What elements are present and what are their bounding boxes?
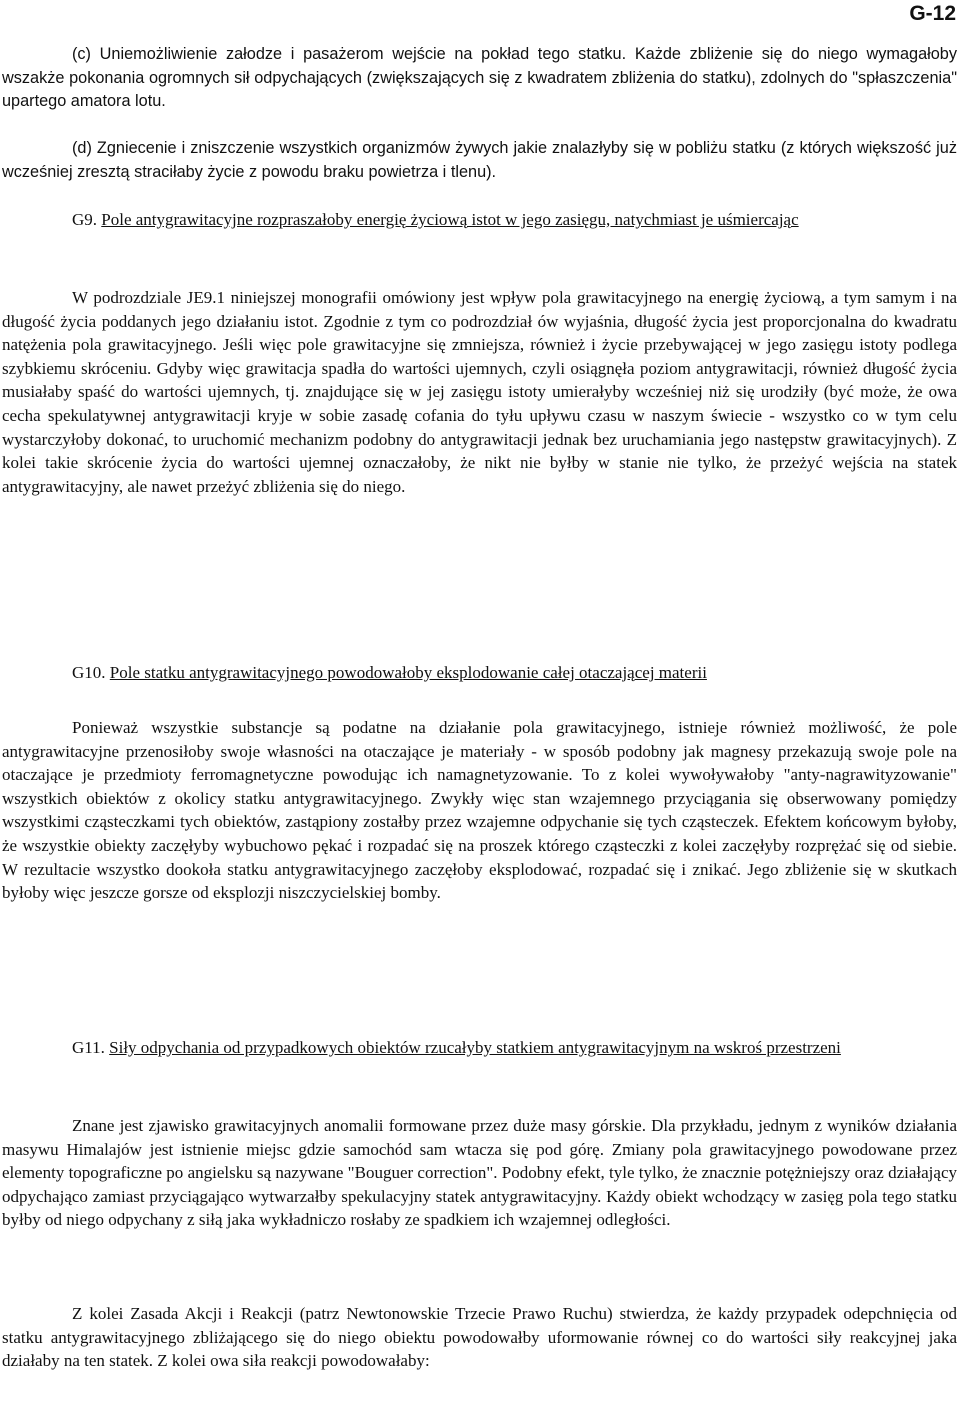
section-number-g11: G11. — [72, 1038, 105, 1057]
paragraph-item-c: (c) Uniemożliwienie załodze i pasażerom wejście na pokład tego statku. Każde zbliżenie się do niego wymagałoby wszakże pokonania ogromnych sił odpychających (zwiększających się z kwadratem zbliżenia do statku), zdolnych do "spłaszczenia" upartego amatora lotu. — [2, 45, 957, 111]
section-heading-g10 — [2, 661, 957, 685]
paragraph-item-d: (d) Zgniecenie i zniszczenie wszystkich organizmów żywych jakie znalazłyby się w pobliżu statku (z których większość już wcześniej zresztą straciłaby życie z powodu braku powietrza i tlenu). — [2, 139, 957, 181]
paragraph-g11-body-1: Znane jest zjawisko grawitacyjnych anomalii formowane przez duże masy górskie. Dla przykładu, jednym z wyników działania masywu Himalajów jest istnienie miejsc gdzie samochód sam wtacza się pod górę. Zmiany pola grawitacyjnego powodowane przez elementy topograficzne po angielsku są nazywane "Bouguer correction". Podobny efekt, tyle tylko, że znacznie potężniejszy oraz działający odpychająco zamiast przyciągająco wytwarzałby spekulacyjny statek antygrawitacyjny. Każdy obiekt wchodzący w zasięg pola tego statku byłby od niego odpychany z siłą jaka wykładniczo rosłaby ze spadkiem ich wzajemnej odległości. — [2, 1116, 957, 1230]
section-number-g10: G10. — [72, 663, 106, 682]
section-title-g10: Pole statku antygrawitacyjnego powodowałoby eksplodowanie całej otaczającej materii — [109, 663, 707, 682]
section-title-g11: Siły odpychania od przypadkowych obiektów rzucałyby statkiem antygrawitacyjnym na wskroś przestrzeni — [109, 1038, 841, 1057]
page-number-label: G-12 — [909, 2, 956, 25]
paragraph-g9-body: W podrozdziale JE9.1 niniejszej monografii omówiony jest wpływ pola grawitacyjnego na energię życiową, a tym samym i na długość życia poddanych jego działaniu istot. Zgodnie z tym co podrozdział ów wyjaśnia, długość życia jest proporcjonalna do kwadratu natężenia pola grawitacyjnego. Jeśli więc pole grawitacyjne się zmniejsza, również i życie przebywającej w jego zasięgu istoty podlega szybkiemu skróceniu. Gdyby więc grawitacja spadła do wartości ujemnych, czyli osiągnęła poziom antygrawitacji, również długość życia musiałaby spaść do wartości ujemnych, tj. znajdujące się w jej zasięgu istoty umierałyby wcześniej niż się urodziły (być może, że owa cecha spekulatywnej antygrawitacji kryje w sobie zasadę cofania do tyłu upływu czasu w naszym świecie - wszystko co w tym celu wystarczyłoby dokonać, to uruchomić mechanizm podobny do antygrawitacji jednak bez uruchamiania jego następstw grawitacyjnych). Z kolei takie skrócenie życia do wartości ujemnej oznaczałoby, że nikt nie byłby w stanie nie tylko, że przeżyć wejścia na statek antygrawitacyjny, ale nawet przeżyć zbliżenia się do niego. — [2, 288, 957, 496]
paragraph-g11-body-2: Z kolei Zasada Akcji i Reakcji (patrz Newtonowskie Trzecie Prawo Ruchu) stwierdza, że każdy przypadek odepchnięcia od statku antygrawitacyjnego zbliżającego się do niego obiektu powodowałby uformowanie równej co do wartości siły reakcyjnej jaka działaby na ten statek. Z kolei owa siła reakcji powodowałaby: — [2, 1304, 957, 1371]
section-title-g9: Pole antygrawitacyjne rozpraszałoby energię życiową istot w jego zasięgu, natychmiast je uśmiercając — [101, 210, 799, 229]
section-number-g9: G9. — [72, 210, 98, 229]
section-heading-g9 — [2, 208, 957, 232]
section-heading-g11 — [2, 1036, 957, 1060]
paragraph-g10-body: Ponieważ wszystkie substancje są podatne na działanie pola grawitacyjnego, istnieje również możliwość, że pole antygrawitacyjne przenosiłoby swoje własności na otaczające je materiały - w sposób podobny jak magnesy przekazują swoje pole na otaczające je przedmioty ferromagnetyczne powodując ich namagnetyzowanie. To z kolei wywoływałoby "anty-nagrawityzowanie" wszystkich obiektów z okolicy statku antygrawitacyjnego. Zwykły więc stan wzajemnego przyciągania się obserwowany pomiędzy wszystkimi cząsteczkami tych obiektów, zastąpiony zostałby przez wzajemne odpychanie się tych cząsteczek. Efektem końcowym byłoby, że wszystkie obiekty zaczęłyby wybuchowo pękać i rozpadać się na proszek którego cząsteczki z kolei zaczęłyby rozprężać się od siebie. W rezultacie wszystko dookoła statku antygrawitacyjnego zaczęłoby eksplodować, rozpadać się i znikać. Jego zbliżenie się w skutkach byłoby więc jeszcze gorsze od eksplozji niszczycielskiej bomby. — [2, 718, 957, 903]
